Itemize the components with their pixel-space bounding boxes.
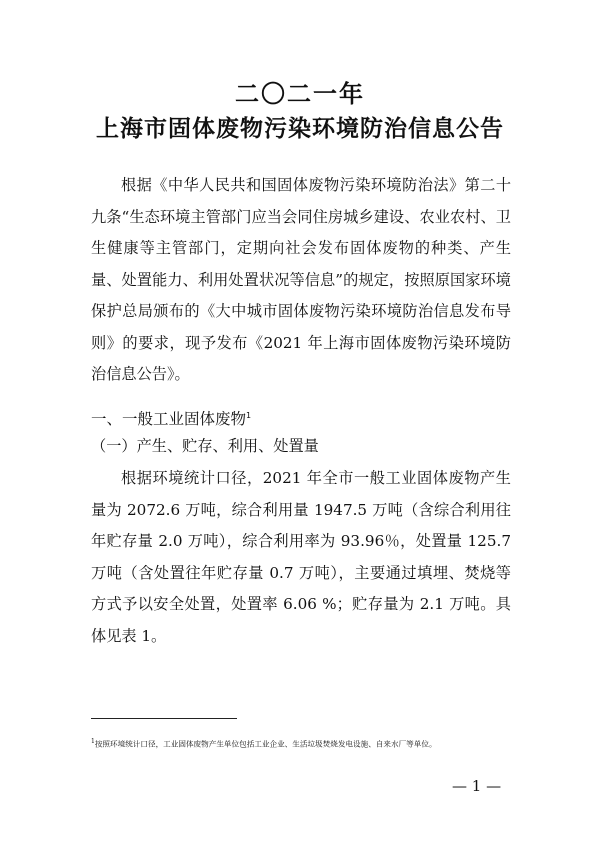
footnote: [91, 736, 531, 751]
subsection-1-paragraph: 根据环境统计口径，2021 年全市一般工业固体废物产生量为 2072.6 万吨，综合利用量 1947.5 万吨（含综合利用往年贮存量 2.0 万吨），综合利用率为 93.96％，处置量 125.7 万吨（含处置往年贮存量 0.7 万吨），主要通过填埋、焚烧等方式予以安全处置，处置率 6.06 %；贮存量为 2.1 万吨。具体见表 1。: [91, 469, 511, 645]
intro-paragraph: 根据《中华人民共和国固体废物污染环境防治法》第二十九条“生态环境主管部门应当会同住房城乡建设、农业农村、卫生健康等主管部门，定期向社会发布固体废物的种类、产生量、处置能力、利用处置状况等信息”的规定，按照原国家环境保护总局颁布的《大中城市固体废物污染环境防治信息发布导则》的要求，现予发布《2021 年上海市固体废物污染环境防治信息公告》。: [91, 176, 511, 383]
footnote-divider: [91, 718, 237, 719]
title-year: 二〇二一年: [235, 79, 365, 108]
section-1-heading-text: 一、一般工业固体废物: [91, 410, 247, 429]
footnote-mark: 1: [91, 738, 95, 745]
subsection-1-heading: （一）产生、贮存、利用、处置量: [91, 437, 319, 455]
document-title: 上海市固体废物污染环境防治信息公告: [96, 115, 504, 142]
footnote-reference[interactable]: 1: [246, 411, 252, 420]
page-number: — 1 —: [452, 777, 502, 795]
footnote-text: 按照环境统计口径，工业固体废物产生单位包括工业企业、生活垃圾焚烧发电设施、自来水厂等单位。: [94, 739, 437, 749]
